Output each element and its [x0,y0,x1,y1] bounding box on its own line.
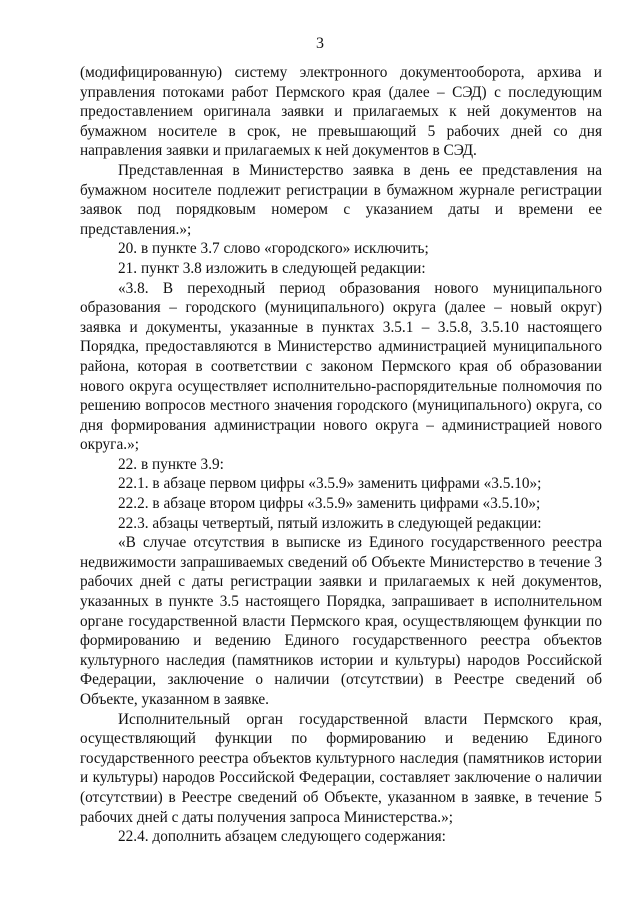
paragraph: (модифицированную) систему электронного документооборота, архива и управления потоками работ Пермского края (далее – СЭД) с последующим предоставлением оригинала заявки и прилагаемых к ней документов на бумажном носителе в срок, не превышающий 5 рабочих дней со дня направления заявки и прилагаемых к ней документов в СЭД. [80,64,602,160]
document-body [80,63,602,847]
paragraph: 22.3. абзацы четвертый, пятый изложить в следующей редакции: [118,514,542,532]
page-number: 3 [316,35,324,52]
paragraph: Представленная в Министерство заявка в день ее представления на бумажном носителе подлежит регистрации в бумажном журнале регистрации заявок под порядковым номером с указанием даты и времени ее представления.»; [80,161,602,238]
paragraph: 22.4. дополнить абзацем следующего содержания: [118,828,446,846]
paragraph: Исполнительный орган государственной власти Пермского края, осуществляющий функции по формированию и ведению Единого государственного реестра объектов культурного наследия (памятников истории и культуры) народов Российской Федерации, составляет заключение о наличии (отсутствии) в Реестре сведений об Объекте, указанном в заявке, в течение 5 рабочих дней с даты получения запроса Министерства.»; [80,710,602,826]
paragraph: 22.1. в абзаце первом цифры «3.5.9» заменить цифрами «3.5.10»; [118,475,542,493]
paragraph: «В случае отсутствия в выписке из Единого государственного реестра недвижимости запрашиваемых сведений об Объекте Министерство в течение 3 рабочих дней с даты регистрации заявки и прилагаемых к ней документов, указанных в пункте 3.5 настоящего Порядка, запрашивает в исполнительном органе государственной власти Пермского края, осуществляющем функции по формированию и ведению Единого государственного реестра объектов культурного наследия (памятников истории и культуры) народов Российской Федерации, заключение о наличии (отсутствии) в Реестре сведений об Объекте, указанном в заявке. [80,534,602,708]
paragraph: 21. пункт 3.8 изложить в следующей редакции: [118,259,426,277]
paragraph: 22.2. в абзаце втором цифры «3.5.9» заменить цифрами «3.5.10»; [118,495,541,513]
paragraph: «3.8. В переходный период образования нового муниципального образования – городского (муниципального) округа (далее – новый округ) заявка и документы, указанные в пунктах 3.5.1 – 3.5.8, 3.5.10 настоящего Порядка, предоставляются в Министерство администрацией муниципального района, которая в соответствии с законом Пермского края об образовании нового округа осуществляет исполнительно-распорядительные полномочия по решению вопросов местного значения городского (муниципального) округа, со дня формирования администрации нового округа – администрацией нового округа.»; [80,279,602,454]
paragraph: 20. в пункте 3.7 слово «городского» исключить; [118,240,429,258]
paragraph: 22. в пункте 3.9: [118,455,224,473]
